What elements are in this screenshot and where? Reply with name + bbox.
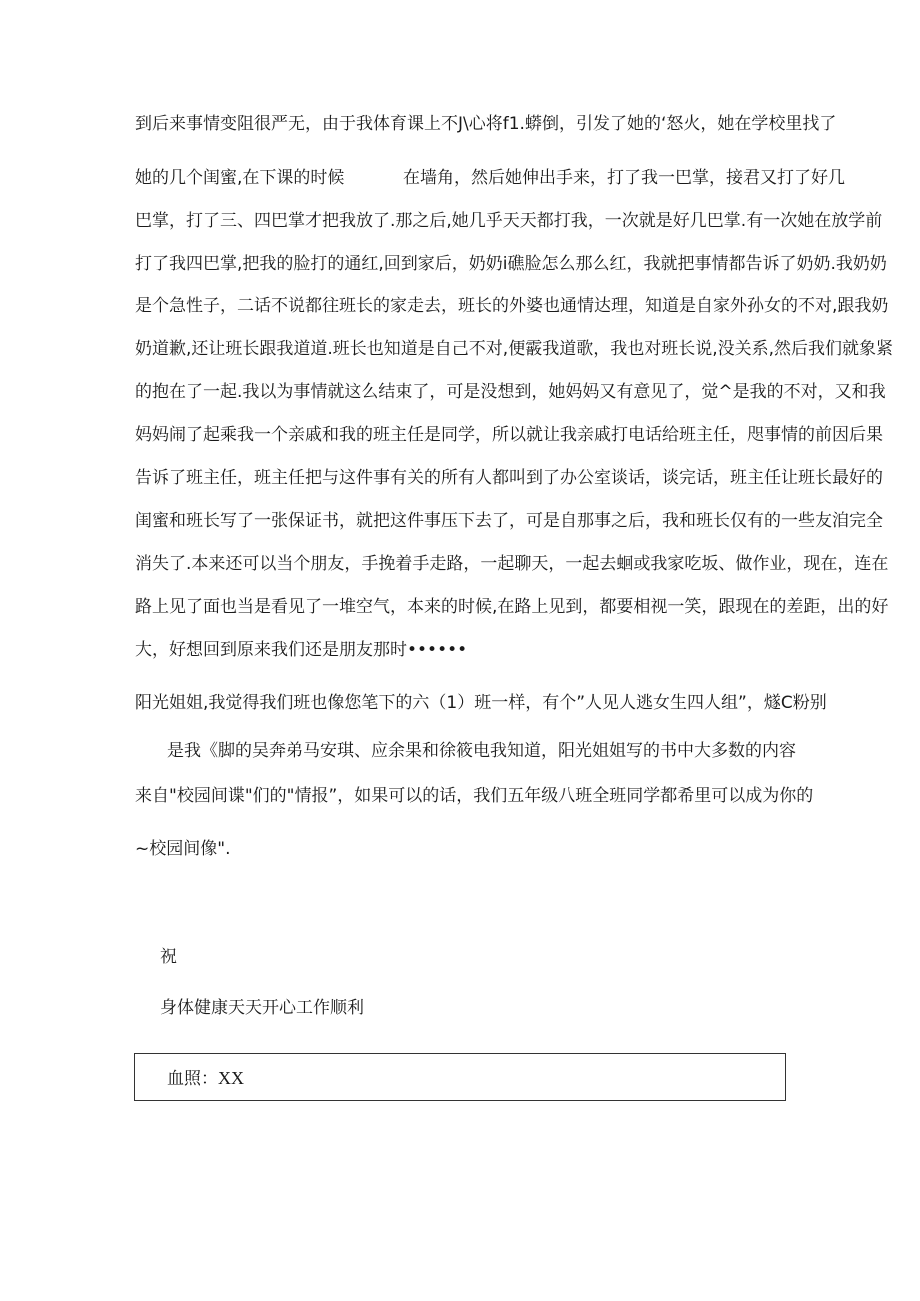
body-line-10: 闺蜜和班长写了一张保证书，就把这件事压下去了，可是自那事之后，我和班长仅有的一些友洎完全 xyxy=(135,511,883,531)
body-line-1: 到后来事情变阻很严无，由于我体育课上不J\心将f1.蟒倒，引发了她的‘怒火，她在学校里找了 xyxy=(135,114,837,134)
body-line-2 xyxy=(135,167,845,189)
signature-label: 血照： xyxy=(167,1069,218,1089)
body-line-9: 告诉了班主任，班主任把与这件事有关的所有人都叫到了办公室谈话，谈完话，班主任让班长最好的 xyxy=(135,468,883,488)
body-line-16: 来自"校园间谍"们的"情报”，如果可以的话，我们五年级八班全班同学都希里可以成为你的 xyxy=(135,786,814,806)
body-line-7: 的抱在了一起.我以为事情就这么结束了，可是没想到，她妈妈又有意见了，觉^是我的不对，又和我 xyxy=(135,382,886,402)
body-line-11: 消失了.本来还可以当个朋友，手挽着手走路，一起聊天，一起去蛔或我家吃坂、做作业，现在，连在 xyxy=(135,554,889,574)
body-line-2-left: 她的几个闺蜜,在下课的时候 xyxy=(135,168,345,188)
body-line-14: 阳光姐姐,我觉得我们班也像您笔下的六（1）班一样，有个”人见人逃女生四人组”，燧C粉别 xyxy=(135,693,827,713)
closing-blessing: 身体健康天天开心工作顺利 xyxy=(160,998,364,1018)
body-line-5: 是个急性子，二话不说都往班长的家走去，班长的外婆也通情达理，知道是自家外孙女的不对,跟我奶 xyxy=(135,296,889,316)
body-line-3: 巴掌，打了三、四巴掌才把我放了.那之后,她几乎天天都打我，一次就是好几巴掌.有一次她在放学前 xyxy=(135,211,883,231)
body-line-2-right: 在墙角，然后她伸出手来，打了我一巴掌，接君又打了好几 xyxy=(403,168,845,188)
signature-box xyxy=(134,1053,786,1101)
body-line-13: 大，好想回到原来我们还是朋友那时•••••• xyxy=(135,640,468,660)
body-line-15: 是我《脚的吴奔弟马安琪、应余果和徐筱电我知道，阳光姐姐写的书中大多数的内容 xyxy=(167,741,796,761)
signature-name: XX xyxy=(218,1068,244,1088)
body-line-8: 妈妈闹了起乘我一个亲戚和我的班主任是同学，所以就让我亲戚打电话给班主任，咫事情的前因后果 xyxy=(135,425,883,445)
body-line-6: 奶道歉,还让班长跟我道道.班长也知道是自己不对,便霰我道歌，我也对班长说,没关系,然后我们就象紧 xyxy=(135,339,894,359)
body-line-4: 打了我四巴掌,把我的脸打的通红,回到家后，奶奶i礁脸怎么那么红，我就把事情都告诉了奶奶.我奶奶 xyxy=(135,254,887,274)
body-line-12: 路上见了面也当是看见了一堆空气，本来的时候,在路上见到，都要相视一笑，跟现在的差距，出的好 xyxy=(135,597,889,617)
body-line-17: ~校园间像". xyxy=(135,839,231,859)
closing-wish: 祝 xyxy=(160,947,177,967)
signature-line xyxy=(167,1067,244,1090)
